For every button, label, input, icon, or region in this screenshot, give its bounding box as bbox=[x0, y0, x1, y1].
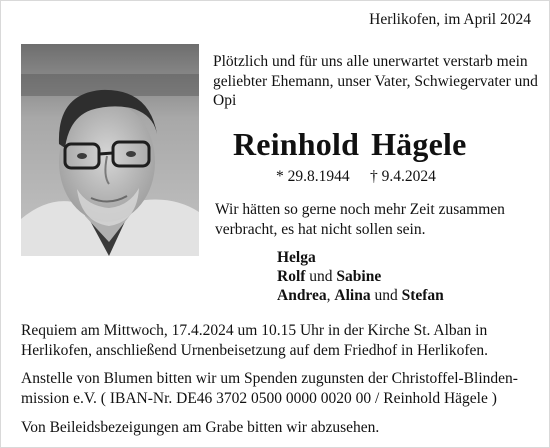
family-name: Alina bbox=[334, 287, 371, 304]
last-name: Hägele bbox=[371, 126, 467, 162]
family-name: Andrea bbox=[277, 287, 327, 304]
family-separator: , bbox=[326, 287, 335, 304]
place-date: Herlikofen, im April 2024 bbox=[369, 11, 531, 28]
wish-text: Wir hätten so gerne noch mehr Zeit zusammen verbracht, es hat nicht sollen sein. bbox=[215, 201, 505, 238]
portrait-image bbox=[21, 44, 199, 256]
condolence-text: Von Beileidsbezeigungen am Grabe bitten wir abzusehen. bbox=[21, 419, 380, 436]
requiem-text: Requiem am Mittwoch, 17.4.2024 um 10.15 Uhr in der Kirche St. Alban in Herlikofen, anschließend Urnenbeisetzung auf dem Friedhof in Herlikofen. bbox=[21, 322, 488, 359]
family-list bbox=[277, 248, 444, 305]
death-date: † 9.4.2024 bbox=[370, 168, 436, 185]
portrait-photo bbox=[21, 44, 199, 256]
first-name: Reinhold bbox=[233, 126, 360, 162]
family-conjunction: und bbox=[370, 287, 402, 304]
birth-date: * 29.8.1944 bbox=[276, 168, 350, 185]
donation-text: Anstelle von Blumen bitten wir um Spenden zugunsten der Christoffel-Blinden-mission e.V. ( IBAN-Nr. DE46 3702 0500 0000 0020 00 / Reinhold Hägele ) bbox=[21, 370, 518, 407]
family-name: Sabine bbox=[336, 268, 382, 285]
deceased-name bbox=[233, 125, 466, 163]
intro-text: Plötzlich und für uns alle unerwartet verstarb mein geliebter Ehemann, unser Vater, Schwiegervater und Opi bbox=[213, 53, 538, 109]
family-name: Stefan bbox=[401, 287, 444, 304]
family-row bbox=[277, 267, 444, 286]
family-conjunction: und bbox=[305, 268, 337, 285]
family-row bbox=[277, 286, 444, 305]
family-name: Helga bbox=[277, 249, 316, 266]
family-row bbox=[277, 248, 444, 267]
family-name: Rolf bbox=[277, 268, 306, 285]
